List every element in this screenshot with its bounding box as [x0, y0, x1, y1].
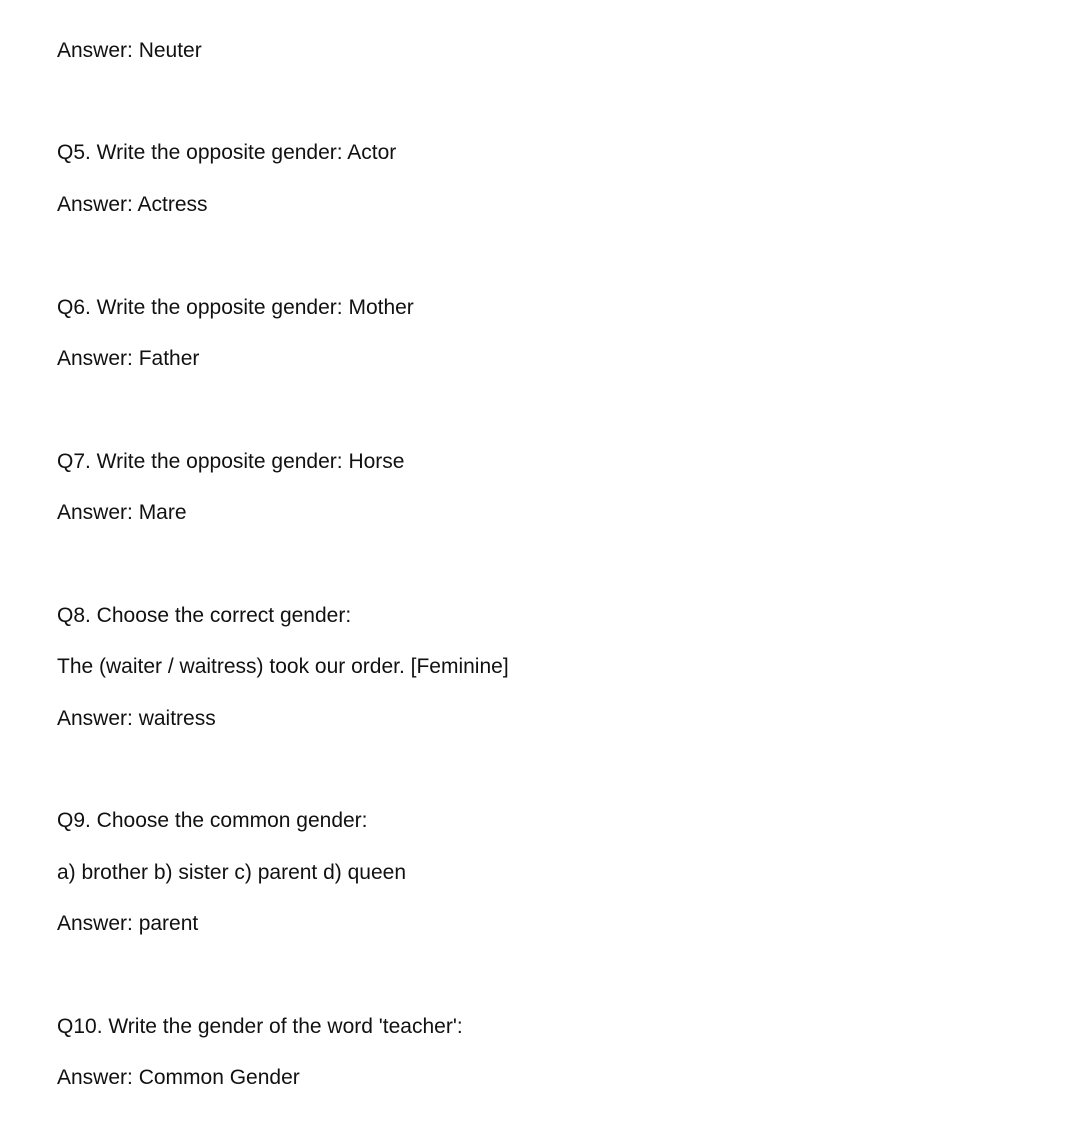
- q9-options: a) brother b) sister c) parent d) queen: [57, 861, 407, 884]
- q6-question: Q6. Write the opposite gender: Mother: [57, 296, 414, 319]
- q6-answer: Answer: Father: [57, 347, 200, 370]
- q7-question: Q7. Write the opposite gender: Horse: [57, 450, 405, 473]
- q5-answer: Answer: Actress: [57, 193, 208, 216]
- q8-answer: Answer: waitress: [57, 707, 216, 730]
- q9-question: Q9. Choose the common gender:: [57, 809, 368, 832]
- q10-question: Q10. Write the gender of the word 'teacher':: [57, 1015, 463, 1038]
- q10-answer: Answer: Common Gender: [57, 1066, 300, 1089]
- q8-question: Q8. Choose the correct gender:: [57, 604, 352, 627]
- q9-answer: Answer: parent: [57, 912, 199, 935]
- q7-answer: Answer: Mare: [57, 501, 187, 524]
- q4-answer: Answer: Neuter: [57, 39, 202, 62]
- q5-question: Q5. Write the opposite gender: Actor: [57, 141, 397, 164]
- q8-sentence: The (waiter / waitress) took our order. [Feminine]: [57, 655, 509, 678]
